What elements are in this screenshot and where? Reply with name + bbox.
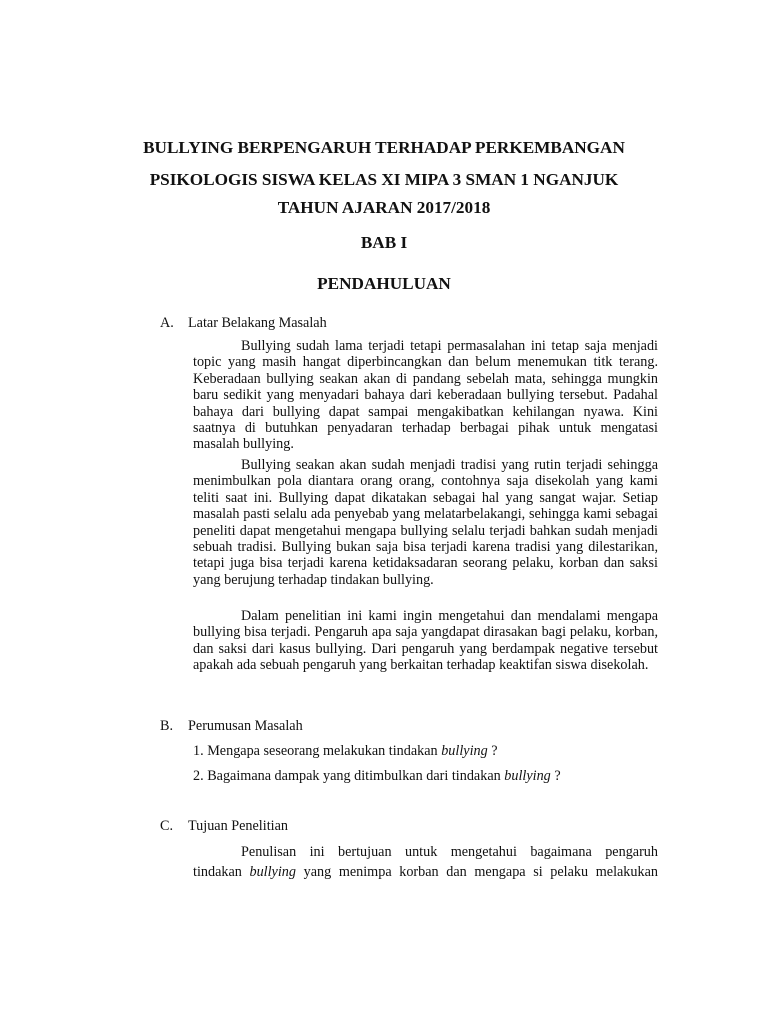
section-c-line-2: tindakan bullying yang menimpa korban dan mengapa si pelaku melakukan <box>193 864 658 880</box>
section-a-title: Latar Belakang Masalah <box>188 315 327 331</box>
chapter-title: PENDAHULUAN <box>317 274 451 293</box>
section-a-paragraph-1: Bullying sudah lama terjadi tetapi permasalahan ini tetap saja menjadi topic yang masih hangat diperbincangkan dan belum menemukan titk terang. Keberadaan bullying seakan akan di pandang sebelah mata, sehingga mungkin baru sedikit yang menyadari bahaya dari keberadaan bullying tersebut. Padahal bahaya dari bullying dapat sampai mengakibatkan kehilangan nyawa. Kini saatnya di butuhkan penyadaran terhadap berbagai pihak untuk mengatasi masalah bullying. <box>193 338 658 453</box>
section-c-heading <box>160 817 288 835</box>
section-b-title: Perumusan Masalah <box>188 718 303 734</box>
section-c-title: Tujuan Penelitian <box>188 818 288 834</box>
document-title-line-3: TAHUN AJARAN 2017/2018 <box>277 198 491 217</box>
section-a-paragraph-3: Dalam penelitian ini kami ingin mengetahui dan mendalami mengapa bullying bisa terjadi. Pengaruh apa saja yangdapat dirasakan bagi pelaku, korban, dan saksi dari kasus bullying. Dari pengaruh yang berdampak negative tersebut apakah ada sebuah pengaruh yang berkaitan terhadap keaktifan siswa disekolah. <box>193 608 658 674</box>
chapter-number: BAB I <box>360 233 408 252</box>
section-a-letter: A. <box>160 315 174 331</box>
section-c-letter: C. <box>160 818 174 834</box>
section-b-letter: B. <box>160 718 174 734</box>
document-title-line-2: PSIKOLOGIS SISWA KELAS XI MIPA 3 SMAN 1 NGANJUK <box>149 170 619 189</box>
document-title-line-1: BULLYING BERPENGARUH TERHADAP PERKEMBANGAN <box>143 138 625 157</box>
section-a-heading <box>160 314 327 332</box>
section-b-heading <box>160 717 303 735</box>
section-c-line-1: Penulisan ini bertujuan untuk mengetahui bagaimana pengaruh <box>241 844 658 860</box>
problem-item-1: 1. Mengapa seseorang melakukan tindakan bullying ? <box>193 743 498 759</box>
problem-item-2: 2. Bagaimana dampak yang ditimbulkan dari tindakan bullying ? <box>193 768 561 784</box>
section-a-paragraph-2: Bullying seakan akan sudah menjadi tradisi yang rutin terjadi sehingga menimbulkan pola diantara orang orang, contohnya saja disekolah yang kami teliti saat ini. Bullying dapat dikatakan sebagai hal yang sangat wajar. Setiap masalah pasti selalu ada penyebab yang melatarbelakangi, sehingga kami sebagai peneliti dapat mengetahui mengapa bullying selalu terjadi bahkan sudah menjadi sebuah tradisi. Bullying bukan saja bisa terjadi karena tradisi yang dilestarikan, tetapi juga bisa terjadi karena ketidaksadaran seorang pelaku, korban dan saksi yang berujung terhadap tindakan bullying. <box>193 457 658 588</box>
